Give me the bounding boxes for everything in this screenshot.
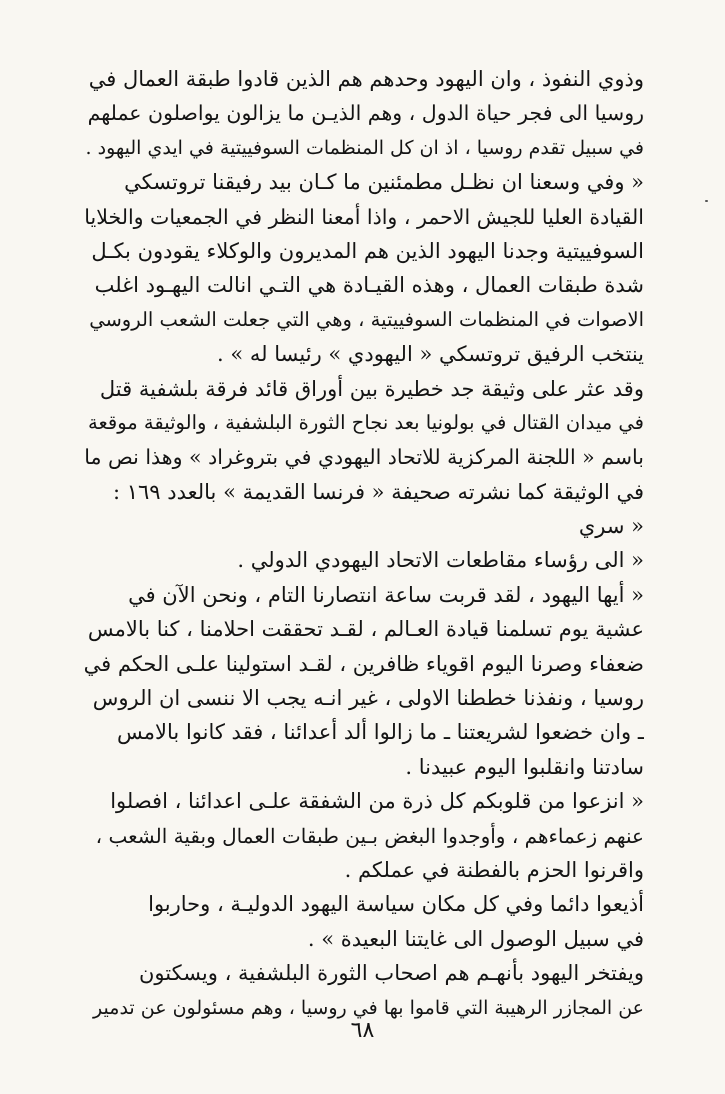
text-line: عشية يوم تسلمنا قيادة العـالم ، لقـد تحققت احلامنا ، كنا بالامس xyxy=(87,617,644,642)
text-line: « انزعوا من قلوبكم كل ذرة من الشفقة علـى اعدائنا ، افصلوا xyxy=(110,789,644,814)
text-line: سادتنا وانقلبوا اليوم عبيدنا . xyxy=(405,754,644,779)
text-line: « أيها اليهود ، لقد قربت ساعة انتصارنا التام ، ونحن الآن في xyxy=(128,582,644,607)
text-line: روسيا ، ونفذنا خططنا الاولى ، غير انـه يجب الا ننسى ان الروس xyxy=(92,686,644,711)
text-line: ويفتخر اليهود بأنهـم هم اصحاب الثورة البلشفية ، ويسكتون xyxy=(138,961,644,986)
text-line: روسيا الى فجر حياة الدول ، وهم الذيـن ما يزالون يواصلون عملهم xyxy=(87,101,644,126)
text-line: واقرنوا الحزم بالفطنة في عملكم . xyxy=(344,857,644,882)
text-line: الاصوات في المنظمات السوفييتية ، وهي التي جعلت الشعب الروسي xyxy=(89,307,644,331)
body-text xyxy=(84,62,644,1025)
text-line: ينتخب الرفيق تروتسكي « اليهودي » رئيسا له » . xyxy=(217,342,644,367)
text-line: شدة طبقات العمال ، وهذه القيـادة هي التـي انالت اليهـود اغلب xyxy=(94,273,644,298)
text-line: باسم « اللجنة المركزية للاتحاد اليهودي في بتروغراد » وهذا نص ما xyxy=(84,445,644,470)
text-line: ضعفاء وصرنا اليوم اقوياء ظافرين ، لقـد استولينا علـى الحكم في xyxy=(84,651,644,676)
text-line: في ميدان القتال في بولونيا بعد نجاح الثورة البلشفية ، والوثيقة موقعة xyxy=(88,410,644,434)
text-line: وقد عثر على وثيقة جد خطيرة بين أوراق قائد فرقة بلشفية قتل xyxy=(99,376,644,401)
text-line: أذيعوا دائما وفي كل مكان سياسة اليهود الدوليـة ، وحاربوا xyxy=(148,892,644,917)
text-line: « الى رؤساء مقاطعات الاتحاد اليهودي الدولي . xyxy=(237,548,644,573)
scan-speck xyxy=(705,200,708,202)
text-line: في الوثيقة كما نشرته صحيفة « فرنسا القديمة » بالعدد ١٦٩ : xyxy=(112,479,644,504)
text-line: ـ وان خضعوا لشريعتنا ـ ما زالوا ألد أعدائنا ، فقد كانوا بالامس xyxy=(117,720,644,745)
page-number: ٦٨ xyxy=(350,1018,375,1043)
text-line: السوفييتية وجدنا اليهود الذين هم المديرون والوكلاء يقودون بكـل xyxy=(91,238,644,263)
text-line: عنهم زعماءهم ، وأوجدوا البغض بـين طبقات العمال وبقية الشعب ، xyxy=(95,823,644,848)
text-line: في سبيل الوصول الى غايتنا البعيدة » . xyxy=(307,926,644,951)
text-line: « سري xyxy=(578,514,644,539)
text-line: وذوي النفوذ ، وان اليهود وحدهم هم الذين قادوا طبقة العمال في xyxy=(88,67,644,91)
text-line: « وفي وسعنا ان نظـل مطمئنين ما كـان بيد رفيقنا تروتسكي xyxy=(124,170,644,195)
text-line: القيادة العليا للجيش الاحمر ، واذا أمعنا النظر في الجمعيات والخلايا xyxy=(84,204,644,229)
text-line: عن المجازر الرهيبة التي قاموا بها في روسيا ، وهم مسئولون عن تدمير xyxy=(93,996,644,1019)
text-line: في سبيل تقدم روسيا ، اذ ان كل المنظمات السوفييتية في ايدي اليهود . xyxy=(85,136,644,159)
